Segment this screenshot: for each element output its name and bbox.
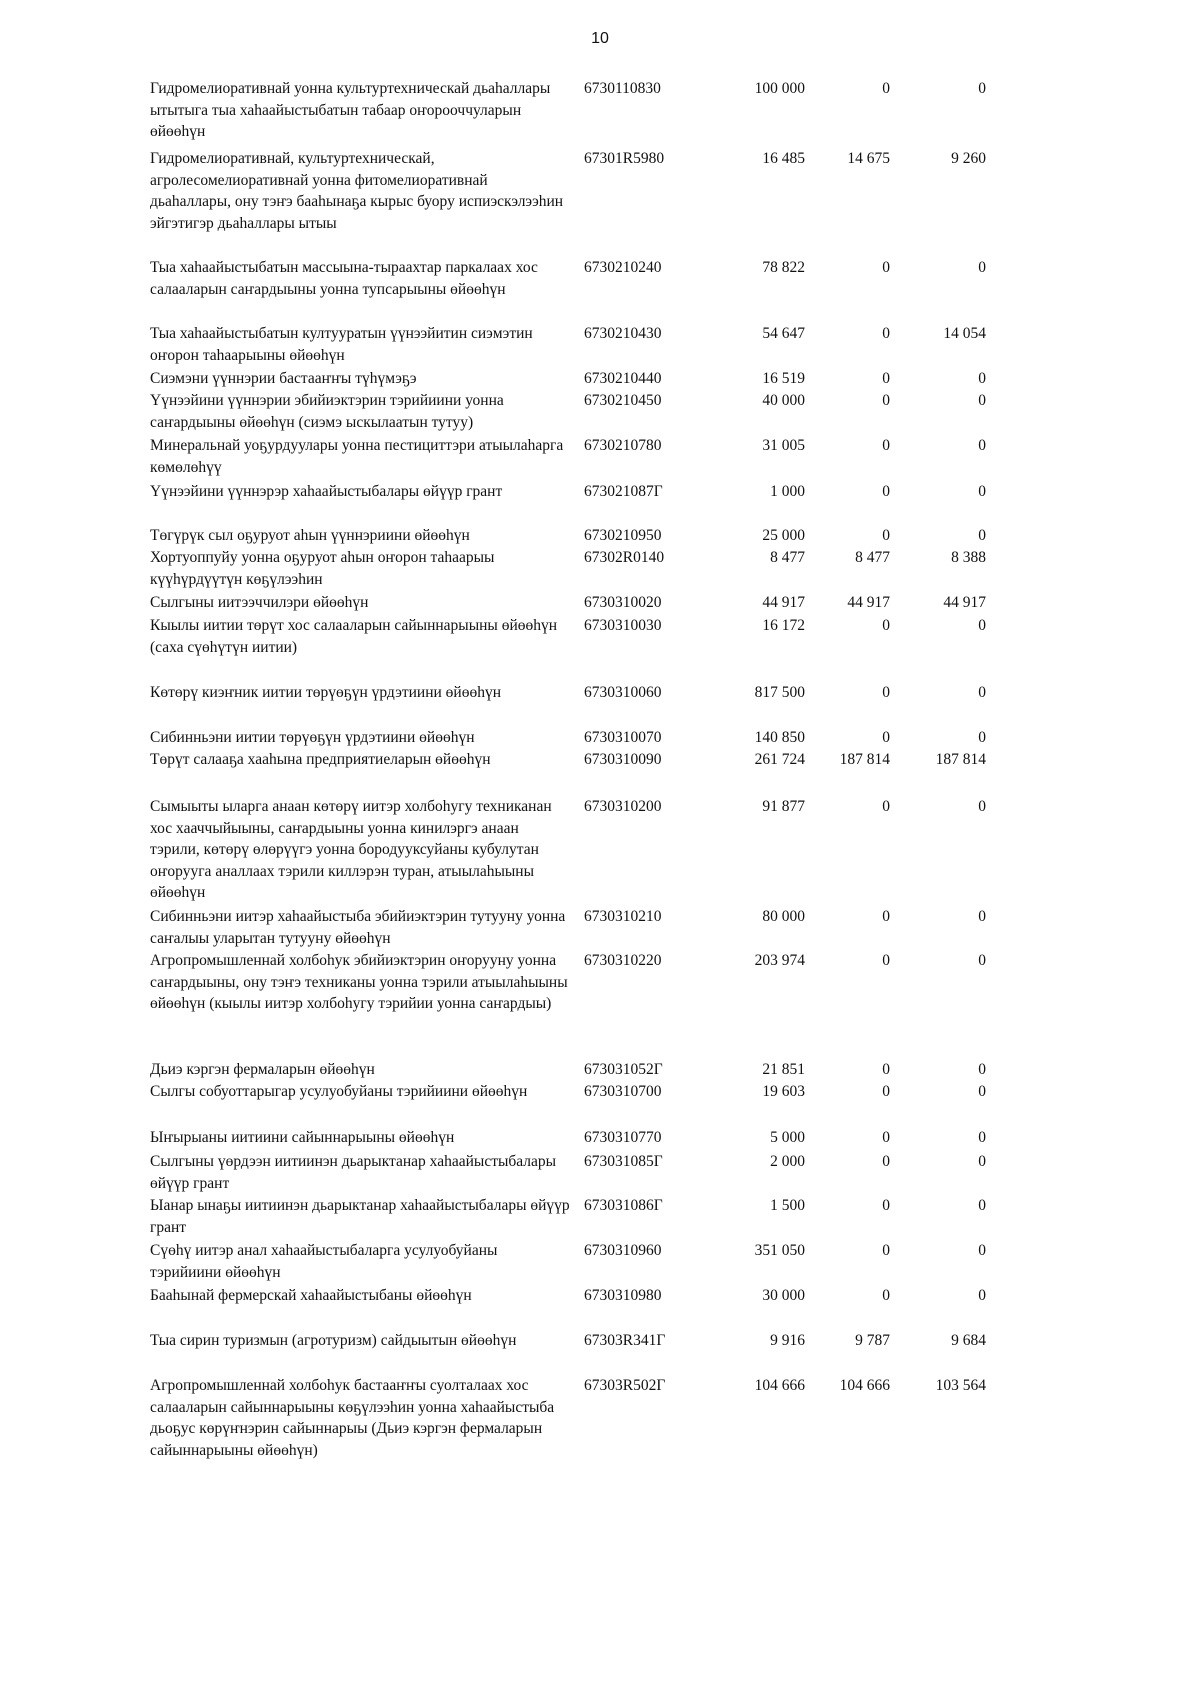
row-value-2: 0 — [882, 80, 890, 97]
row-value-3: 0 — [978, 1197, 986, 1214]
row-code: 6730310060 — [584, 684, 662, 701]
row-description: Тыа хаһаайыстыбатын массыына-тыраахтар паркалаах хос салааларын саҥардыыны уонна тупсарыыны өйөөһүн — [150, 259, 538, 298]
row-code: 6730310020 — [584, 594, 662, 611]
row-description: Үүнээйини үүннэрэр хаһаайыстыбалары өйүүр грант — [150, 483, 503, 500]
row-value-3: 0 — [978, 259, 986, 276]
row-code: 6730310030 — [584, 617, 662, 634]
row-value-3: 0 — [978, 798, 986, 815]
row-value-3: 0 — [978, 1129, 986, 1146]
row-code: 6730310090 — [584, 751, 662, 768]
row-value-2: 0 — [882, 259, 890, 276]
row-description: Минеральнай уоҕурдуулары уонна пестициттэри атыылаһарга көмөлөһүү — [150, 437, 564, 476]
row-code: 6730310070 — [584, 729, 662, 746]
row-value-3: 103 564 — [935, 1377, 986, 1394]
row-value-2: 0 — [882, 729, 890, 746]
row-code: 6730310960 — [584, 1242, 662, 1259]
row-code: 6730210450 — [584, 392, 662, 409]
row-value-1: 54 647 — [762, 325, 805, 342]
row-value-3: 0 — [978, 1242, 986, 1259]
row-value-1: 9 916 — [770, 1332, 805, 1349]
row-value-2: 0 — [882, 1287, 890, 1304]
row-code: 67301R5980 — [584, 150, 665, 167]
row-value-2: 0 — [882, 1061, 890, 1078]
row-description: Сүөһү иитэр анал хаһаайыстыбаларга усулуобуйаны тэрийиини өйөөһүн — [150, 1242, 498, 1281]
row-code: 6730310200 — [584, 798, 662, 815]
row-value-1: 1 000 — [770, 483, 805, 500]
row-value-2: 44 917 — [847, 594, 890, 611]
row-value-3: 9 684 — [951, 1332, 986, 1349]
row-value-1: 44 917 — [762, 594, 805, 611]
row-description: Тыа сирин туризмын (агротуризм) сайдыытын өйөөһүн — [150, 1332, 517, 1349]
row-value-2: 0 — [882, 1129, 890, 1146]
row-code: 6730210240 — [584, 259, 662, 276]
row-value-1: 80 000 — [762, 908, 805, 925]
row-description: Кыылы иитии төрүт хос салааларын сайыннарыыны өйөөһүн (саха сүөһүтүн иитии) — [150, 617, 558, 656]
row-code: 6730210430 — [584, 325, 662, 342]
row-value-3: 0 — [978, 729, 986, 746]
row-code: 673031085Г — [584, 1153, 663, 1170]
row-code: 6730210780 — [584, 437, 662, 454]
row-code: 6730310980 — [584, 1287, 662, 1304]
row-value-1: 40 000 — [762, 392, 805, 409]
row-value-3: 0 — [978, 483, 986, 500]
row-value-2: 0 — [882, 483, 890, 500]
row-value-3: 0 — [978, 952, 986, 969]
row-value-1: 1 500 — [770, 1197, 805, 1214]
row-description: Төгүрүк сыл оҕуруот аһын үүннэриини өйөөһүн — [150, 527, 470, 544]
row-value-1: 203 974 — [754, 952, 805, 969]
row-value-1: 261 724 — [754, 751, 805, 768]
row-description: Үүнээйини үүннэрии эбийиэктэрин тэрийиини уонна саҥардыыны өйөөһүн (сиэмэ ыскылаатын тутуу) — [150, 392, 504, 431]
row-description: Сылгыны үөрдээн иитиинэн дьарыктанар хаһаайыстыбалары өйүүр грант — [150, 1153, 557, 1192]
row-value-1: 100 000 — [754, 80, 805, 97]
row-code: 67303R341Г — [584, 1332, 666, 1349]
row-value-2: 104 666 — [839, 1377, 890, 1394]
row-value-2: 0 — [882, 1242, 890, 1259]
row-description: Тыа хаһаайыстыбатын култууратын үүнээйитин сиэмэтин оҥорон таһаарыыны өйөөһүн — [150, 325, 533, 364]
row-value-1: 817 500 — [754, 684, 805, 701]
row-value-3: 0 — [978, 1061, 986, 1078]
row-code: 673031086Г — [584, 1197, 663, 1214]
row-value-2: 0 — [882, 617, 890, 634]
row-value-1: 2 000 — [770, 1153, 805, 1170]
row-description: Хортуоппуйу уонна оҕуруот аһын оҥорон таһаарыы күүһүрдүүтүн көҕүлээһин — [150, 549, 495, 588]
row-value-1: 16 485 — [762, 150, 805, 167]
row-code: 6730310210 — [584, 908, 662, 925]
row-value-3: 8 388 — [951, 549, 986, 566]
row-description: Гидромелиоративнай уонна культуртехническай дьаһаллары ытытыга тыа хаһаайыстыбатын табаар оҥорооччуларын өйөөһүн — [150, 80, 551, 140]
row-value-2: 0 — [882, 392, 890, 409]
row-value-1: 140 850 — [754, 729, 805, 746]
row-value-3: 0 — [978, 617, 986, 634]
row-value-3: 187 814 — [935, 751, 986, 768]
row-description: Ыанар ынаҕы иитиинэн дьарыктанар хаһаайыстыбалары өйүүр грант — [150, 1197, 570, 1236]
row-value-2: 9 787 — [855, 1332, 890, 1349]
row-description: Ыҥырыаны иитиини сайыннарыыны өйөөһүн — [150, 1129, 455, 1146]
row-description: Агропромышленнай холбоһук эбийиэктэрин оҥорууну уонна саҥардыыны, ону тэҥэ техниканы уонна тэрили атыылаһыыны өйөөһүн (кыылы иитэр холбоһугу тэрийии уонна саҥардыы) — [150, 952, 568, 1012]
row-value-3: 14 054 — [943, 325, 986, 342]
row-value-3: 0 — [978, 1083, 986, 1100]
row-code: 673021087Г — [584, 483, 663, 500]
row-value-3: 0 — [978, 80, 986, 97]
row-code: 6730310770 — [584, 1129, 662, 1146]
row-value-1: 91 877 — [762, 798, 805, 815]
row-value-3: 0 — [978, 908, 986, 925]
row-value-1: 16 172 — [762, 617, 805, 634]
row-code: 6730210440 — [584, 370, 662, 387]
row-description: Сылгы собуоттарыгар усулуобуйаны тэрийиини өйөөһүн — [150, 1083, 528, 1100]
row-value-3: 0 — [978, 1287, 986, 1304]
row-value-2: 0 — [882, 1197, 890, 1214]
row-description: Сылгыны иитээччилэри өйөөһүн — [150, 594, 369, 611]
row-value-2: 0 — [882, 325, 890, 342]
row-value-2: 0 — [882, 1153, 890, 1170]
row-value-1: 30 000 — [762, 1287, 805, 1304]
row-description: Агропромышленнай холбоһук бастааҥҥы суолталаах хос салааларын сайыннарыыны көҕүлээһин уонна хаһаайыстыба дьоҕус көрүҥнэрин сайыннарыы (Дьиэ кэргэн фермаларын сайыннарыыны өйөөһүн) — [150, 1377, 555, 1459]
row-value-2: 8 477 — [855, 549, 890, 566]
row-description: Сибинньэни иитии төрүөҕүн үрдэтиини өйөөһүн — [150, 729, 475, 746]
row-description: Гидромелиоративнай, культуртехническай, агролесомелиоративнай уонна фитомелиоративнай дьаһаллары, ону тэҥэ бааһынаҕа кырыс буору испиэскэлээһин эйгэтигэр дьаһаллары ытыы — [150, 150, 564, 232]
row-code: 6730110830 — [584, 80, 661, 97]
row-value-2: 0 — [882, 437, 890, 454]
row-description: Дьиэ кэргэн фермаларын өйөөһүн — [150, 1061, 375, 1078]
row-value-2: 0 — [882, 798, 890, 815]
row-value-2: 187 814 — [839, 751, 890, 768]
row-description: Көтөрү киэҥник иитии төрүөҕүн үрдэтиини өйөөһүн — [150, 684, 502, 701]
row-value-2: 0 — [882, 370, 890, 387]
row-value-3: 0 — [978, 684, 986, 701]
row-value-1: 351 050 — [754, 1242, 805, 1259]
row-value-3: 0 — [978, 527, 986, 544]
row-value-2: 14 675 — [847, 150, 890, 167]
row-code: 6730210950 — [584, 527, 662, 544]
row-value-2: 0 — [882, 952, 890, 969]
page-number: 10 — [591, 30, 609, 47]
row-code: 673031052Г — [584, 1061, 663, 1078]
row-value-2: 0 — [882, 1083, 890, 1100]
row-value-3: 0 — [978, 392, 986, 409]
row-value-3: 44 917 — [943, 594, 986, 611]
row-value-1: 16 519 — [762, 370, 805, 387]
row-value-1: 104 666 — [754, 1377, 805, 1394]
row-value-1: 5 000 — [770, 1129, 805, 1146]
row-description: Сымыыты ыларга анаан көтөрү иитэр холбоһугу техниканан хос хааччыйыыны, саҥардыыны уонна кинилэргэ анаан тэрили, көтөрү өлөрүүгэ уонна бородууксуйаны кубулутан оҥорууга аналлаах тэрили киллэрэн туран, атыылаһыыны өйөөһүн — [150, 798, 552, 901]
row-description: Бааһынай фермерскай хаһаайыстыбаны өйөөһүн — [150, 1287, 472, 1304]
row-value-3: 9 260 — [951, 150, 986, 167]
row-value-1: 21 851 — [762, 1061, 805, 1078]
row-code: 6730310220 — [584, 952, 662, 969]
row-value-1: 31 005 — [762, 437, 805, 454]
row-value-1: 78 822 — [762, 259, 805, 276]
row-value-3: 0 — [978, 1153, 986, 1170]
row-value-2: 0 — [882, 908, 890, 925]
row-code: 67303R502Г — [584, 1377, 666, 1394]
row-value-1: 8 477 — [770, 549, 805, 566]
row-value-2: 0 — [882, 527, 890, 544]
row-value-1: 19 603 — [762, 1083, 805, 1100]
row-value-1: 25 000 — [762, 527, 805, 544]
row-description: Төрүт салааҕа хааһына предприятиеларын өйөөһүн — [150, 751, 491, 768]
row-value-3: 0 — [978, 437, 986, 454]
row-description: Сиэмэни үүннэрии бастааҥҥы түһүмэҕэ — [150, 370, 417, 387]
row-value-2: 0 — [882, 684, 890, 701]
row-code: 6730310700 — [584, 1083, 662, 1100]
row-code: 67302R0140 — [584, 549, 665, 566]
row-description: Сибинньэни иитэр хаһаайыстыба эбийиэктэрин тутууну уонна саҥалыы уларытан тутууну өйөөһүн — [150, 908, 566, 947]
row-value-3: 0 — [978, 370, 986, 387]
